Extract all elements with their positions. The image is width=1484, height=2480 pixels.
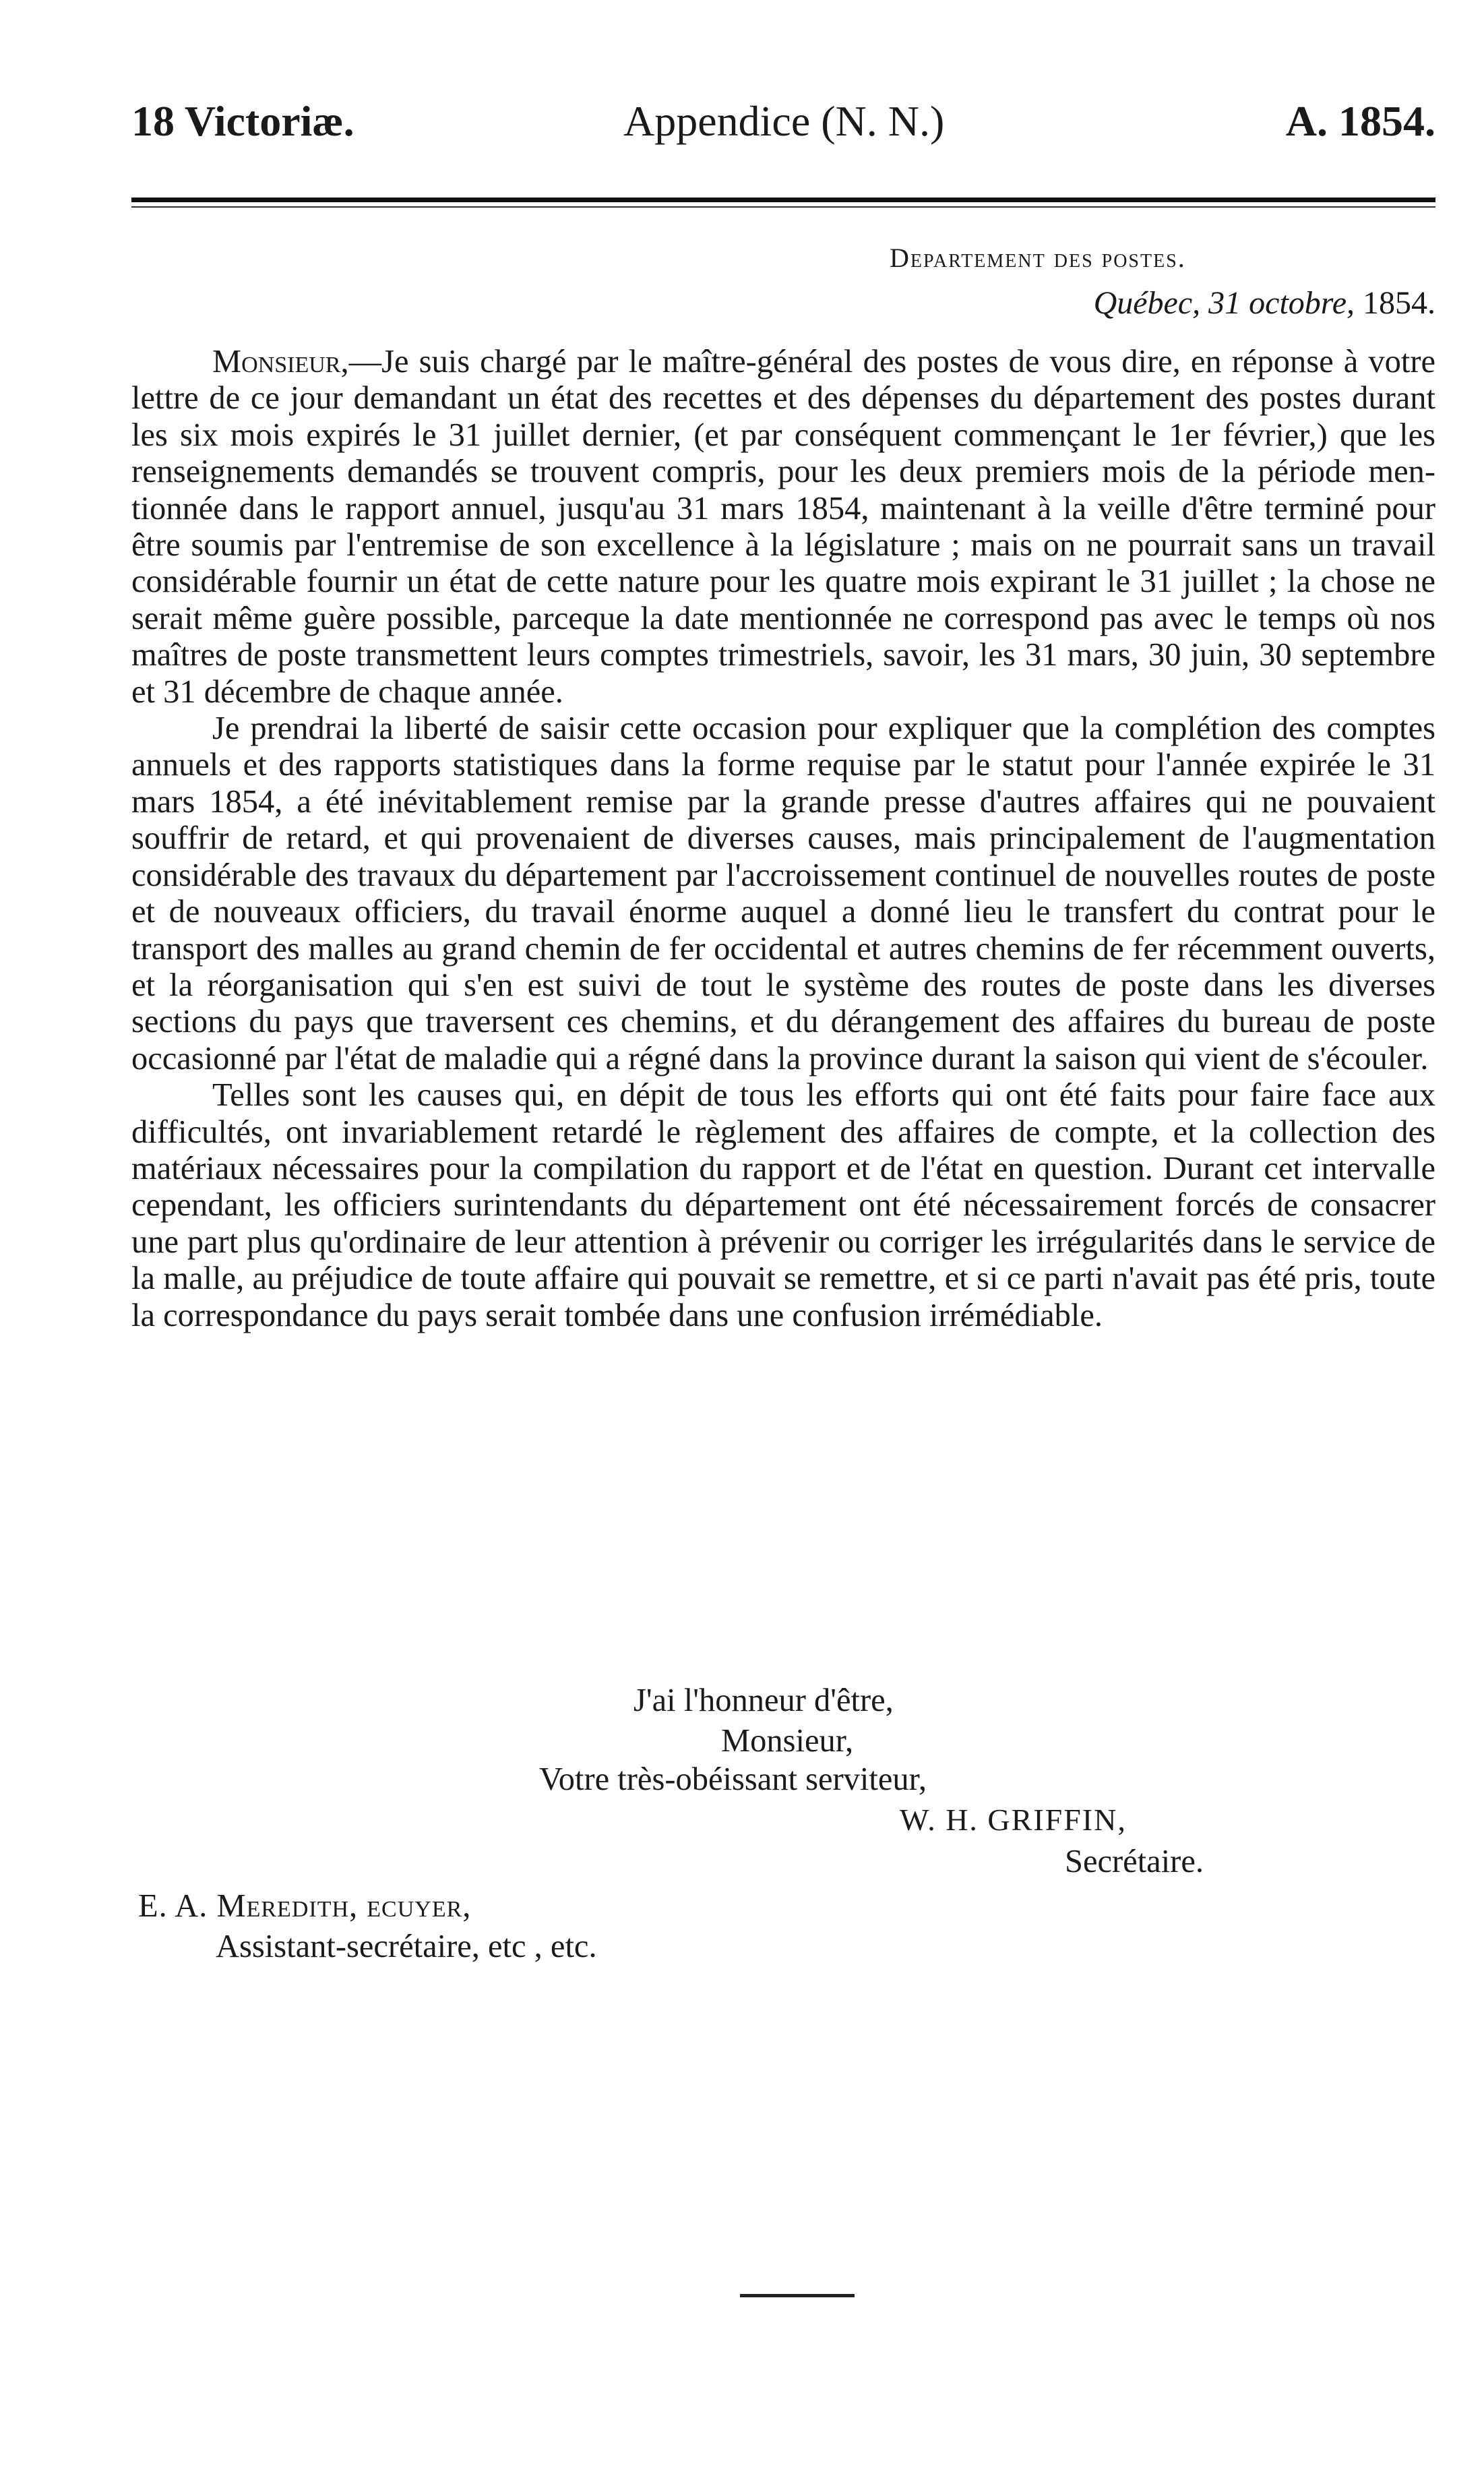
addressee-name: [138, 1887, 471, 1925]
header-session: 18 Victoriæ.: [131, 97, 354, 145]
header-year: A. 1854.: [1285, 97, 1435, 145]
closing-line-3: Votre très-obéissant serviteur,: [539, 1761, 927, 1797]
paragraph-2: Je prendrai la liberté de saisir cette occasion pour expliquer que la complétion des comptes annuels et des rapports statistiques dans la forme requise par le statut pour l'année expirée le 31 mars 1854, a été inévitablement remise par la grande presse d'autres affaires qui ne pouvaient souffrir de retard, et qui provenaient de diverses causes, mais principalement de l'augmentation considérable des travaux du département par l'accroissement continuel de nouvelles routes de poste et de nouveaux officiers, du travail énorme auquel a donné lieu le transfert du contrat pour le transport des malles au grand chemin de fer occidental et autres chemins de fer récemment ouverts, et la réorganisation qui s'en est suivi de tout le système des routes de poste dans les diverses sections du pays que traversent ces chemins, et du dérangement des affaires du bureau de poste occasionné par l'état de maladie qui a régné dans la province durant la saison qui vient de s'écouler.: [131, 710, 1435, 1077]
closing-line-2: Monsieur,: [721, 1723, 854, 1759]
addressee-name-text: E. A. Meredith, ecuyer,: [138, 1888, 472, 1924]
letter-department: Departement des postes.: [890, 243, 1186, 273]
running-header: [131, 94, 1435, 148]
date-day: 31 octobre,: [1208, 285, 1355, 321]
paragraph-3: Telles sont les causes qui, en dépit de tous les efforts qui ont été faits pour faire face aux difficultés, ont invariablement retardé le règlement des affaires de compte, et la collection des matériaux nécessaires pour la compilation du rapport et de l'état en question. Durant cet intervalle cependant, les officiers surintendants du département ont été nécessairement forcés de consacrer une part plus qu'ordinaire de leur attention à prévenir ou corriger les irrégularités dans le service de la malle, au préjudice de toute affaire qui pouvait se remettre, et si ce parti n'avait pas été pris, toute la correspondance du pays serait tombée dans une confusion irrémédiable.: [131, 1077, 1435, 1333]
footer-rule: [740, 2294, 855, 2297]
closing-line-1: J'ai l'honneur d'être,: [633, 1683, 894, 1718]
paragraph-1-text: —Je suis chargé par le maître-général des postes de vous dire, en réponse à votre lettre de ce jour demandant un état des recettes et des dépenses du département des postes durant les six mois expirés le 31 juillet dernier, (et par conséquent commençant le 1er février,) que les renseignements demandés se trouvent compris, pour les deux premiers mois de la période mentionnée dans le rapport annuel, jusqu'au 31 mars 1854, maintenant à la veille d'être terminé pour être soumis par l'entremise de son excellence à la législature ; mais on ne pourrait sans un travail considérable fournir un état de cette nature pour les quatre mois expirant le 31 juillet ; la chose ne serait même guère possible, parceque la date mentionnée ne correspond pas avec le temps où nos maîtres de poste transmettent leurs comptes trimestriels, savoir, les 31 mars, 30 juin, 30 septembre et 31 décembre de chaque année.: [131, 344, 1435, 710]
signatory-title: Secrétaire.: [1065, 1844, 1204, 1879]
header-rule-thick: [131, 198, 1435, 202]
header-appendix: Appendice (N. N.): [623, 97, 945, 145]
addressee-title: Assistant-secrétaire, etc , etc.: [216, 1929, 597, 1964]
signatory-name: W. H. GRIFFIN,: [900, 1803, 1127, 1837]
header-rule-thin: [131, 206, 1435, 208]
letter-dateline: [1094, 283, 1435, 324]
letter-body: [131, 344, 1435, 1334]
date-place: Québec,: [1093, 285, 1201, 321]
paragraph-1: [131, 344, 1435, 710]
date-year: 1854.: [1363, 285, 1435, 321]
salutation: Monsieur,: [212, 344, 349, 380]
